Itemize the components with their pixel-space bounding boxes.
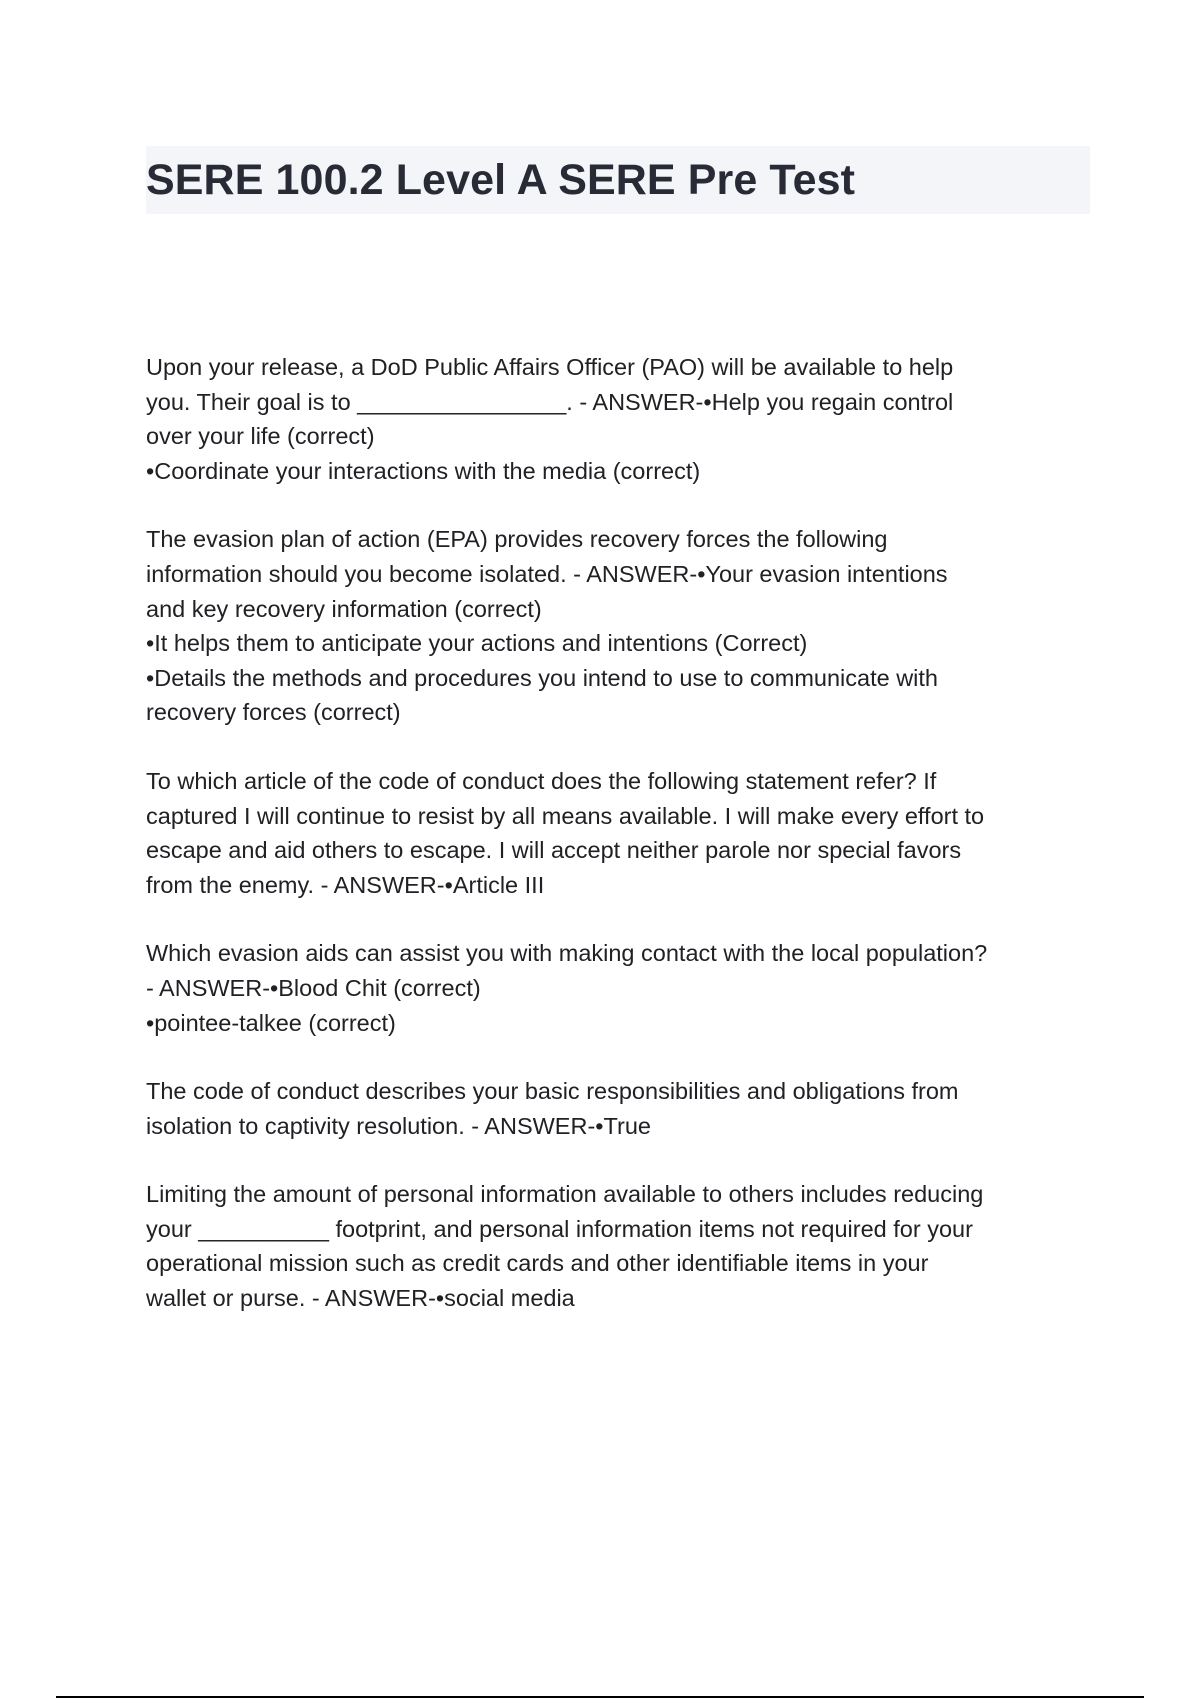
qa-line: Limiting the amount of personal information available to others includes reducing [146,1181,984,1208]
qa-line: wallet or purse. - ANSWER-•social media [146,1285,575,1312]
qa-line: To which article of the code of conduct does the following statement refer? If [146,767,937,794]
qa-item-pao [146,350,1096,488]
qa-item-code-of-conduct-article [146,764,1096,902]
qa-line: over your life (correct) [146,423,375,450]
qa-item-evasion-aids [146,936,1096,1040]
qa-content [146,350,1096,1350]
qa-line: recovery forces (correct) [146,699,401,726]
qa-line: The code of conduct describes your basic responsibilities and obligations from [146,1078,959,1105]
qa-line: from the enemy. - ANSWER-•Article III [146,871,545,898]
qa-line: your __________ footprint, and personal information items not required for your [146,1215,973,1242]
page-title: SERE 100.2 Level A SERE Pre Test [146,156,856,204]
qa-line: and key recovery information (correct) [146,595,542,622]
qa-line: escape and aid others to escape. I will accept neither parole nor special favors [146,837,962,864]
qa-line: - ANSWER-•Blood Chit (correct) [146,974,481,1001]
qa-item-personal-information [146,1177,1096,1315]
qa-line: •It helps them to anticipate your actions and intentions (Correct) [146,630,808,657]
qa-line: •Details the methods and procedures you intend to use to communicate with [146,664,939,691]
qa-line: Upon your release, a DoD Public Affairs Officer (PAO) will be available to help [146,354,954,380]
qa-line: The evasion plan of action (EPA) provides recovery forces the following [146,526,888,553]
qa-line: operational mission such as credit cards and other identifiable items in your [146,1250,929,1277]
qa-line: isolation to captivity resolution. - ANSWER-•True [146,1112,651,1139]
qa-line: information should you become isolated. - ANSWER-•Your evasion intentions [146,560,948,587]
qa-item-epa [146,522,1096,730]
footer-divider [56,1696,1144,1698]
qa-item-code-of-conduct-responsibilities [146,1074,1096,1143]
qa-line: Which evasion aids can assist you with making contact with the local population? [146,940,988,967]
qa-line: •pointee-talkee (correct) [146,1009,396,1036]
qa-line: •Coordinate your interactions with the media (correct) [146,457,701,484]
title-banner [146,146,1090,214]
qa-line: captured I will continue to resist by all means available. I will make every effort to [146,802,985,829]
qa-line: you. Their goal is to ________________. - ANSWER-•Help you regain control [146,388,954,415]
